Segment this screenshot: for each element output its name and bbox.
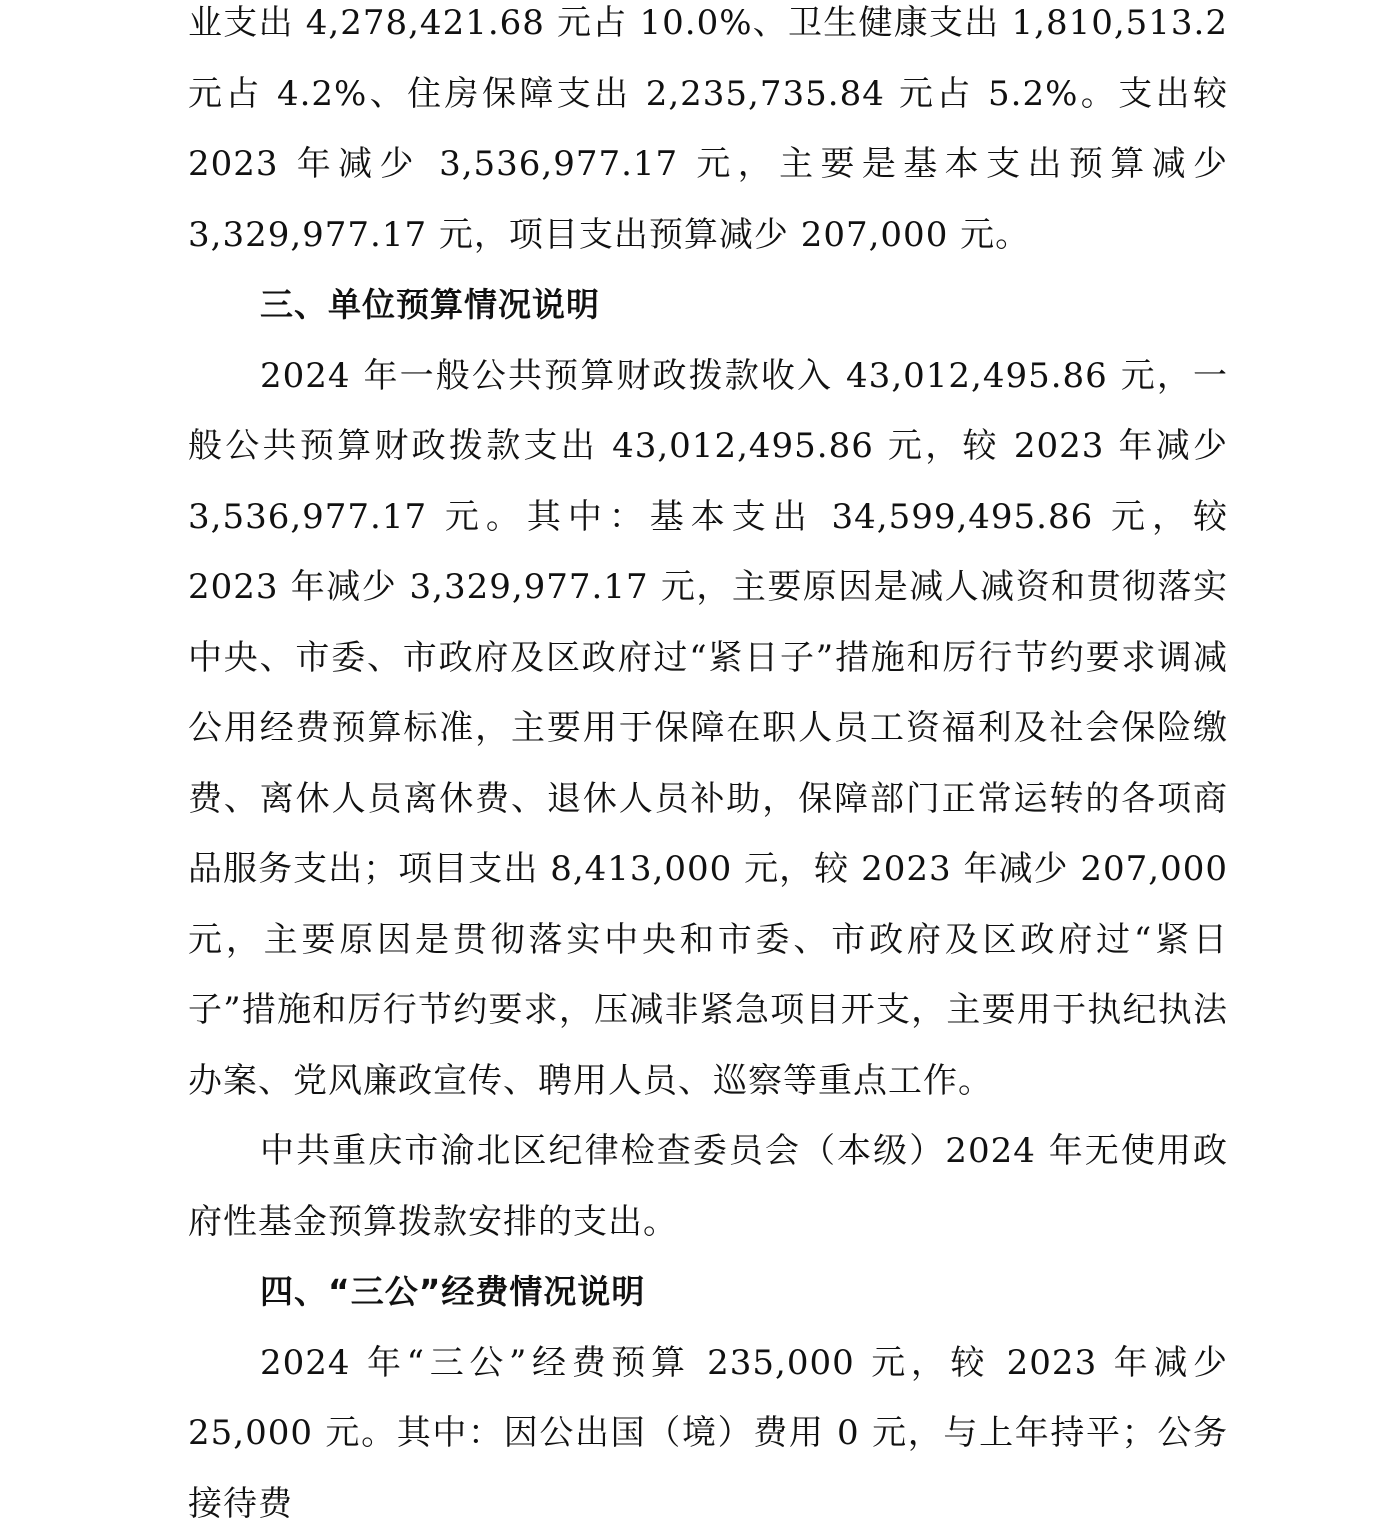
three-public-expenses-paragraph: 2024 年“三公”经费预算 235,000 元，较 2023 年减少 25,000 元。其中：因公出国（境）费用 0 元，与上年持平；公务接待费 [188,1328,1228,1539]
document-page [188,0,1228,1539]
government-fund-paragraph: 中共重庆市渝北区纪律检查委员会（本级）2024 年无使用政府性基金预算拨款安排的支出。 [188,1116,1228,1257]
unit-budget-paragraph: 2024 年一般公共预算财政拨款收入 43,012,495.86 元，一般公共预算财政拨款支出 43,012,495.86 元，较 2023 年减少 3,536,977.17 元。其中：基本支出 34,599,495.86 元，较 2023 年减少 3,329,977.17 元，主要原因是减人减资和贯彻落实中央、市委、市政府及区政府过“紧日子”措施和厉行节约要求调减公用经费预算标准，主要用于保障在职人员工资福利及社会保险缴费、离休人员离休费、退休人员补助，保障部门正常运转的各项商品服务支出；项目支出 8,413,000 元，较 2023 年减少 207,000 元，主要原因是贯彻落实中央和市委、市政府及区政府过“紧日子”措施和厉行节约要求，压减非紧急项目开支，主要用于执纪执法办案、党风廉政宣传、聘用人员、巡察等重点工作。 [188,341,1228,1117]
section-heading-three-public-expenses: 四、“三公”经费情况说明 [188,1257,1228,1328]
expenditure-summary-paragraph: 业支出 4,278,421.68 元占 10.0%、卫生健康支出 1,810,513.2 元占 4.2%、住房保障支出 2,235,735.84 元占 5.2%。支出较 2023 年减少 3,536,977.17 元，主要是基本支出预算减少 3,329,977.17 元，项目支出预算减少 207,000 元。 [188,0,1228,270]
section-heading-unit-budget: 三、单位预算情况说明 [188,270,1228,341]
